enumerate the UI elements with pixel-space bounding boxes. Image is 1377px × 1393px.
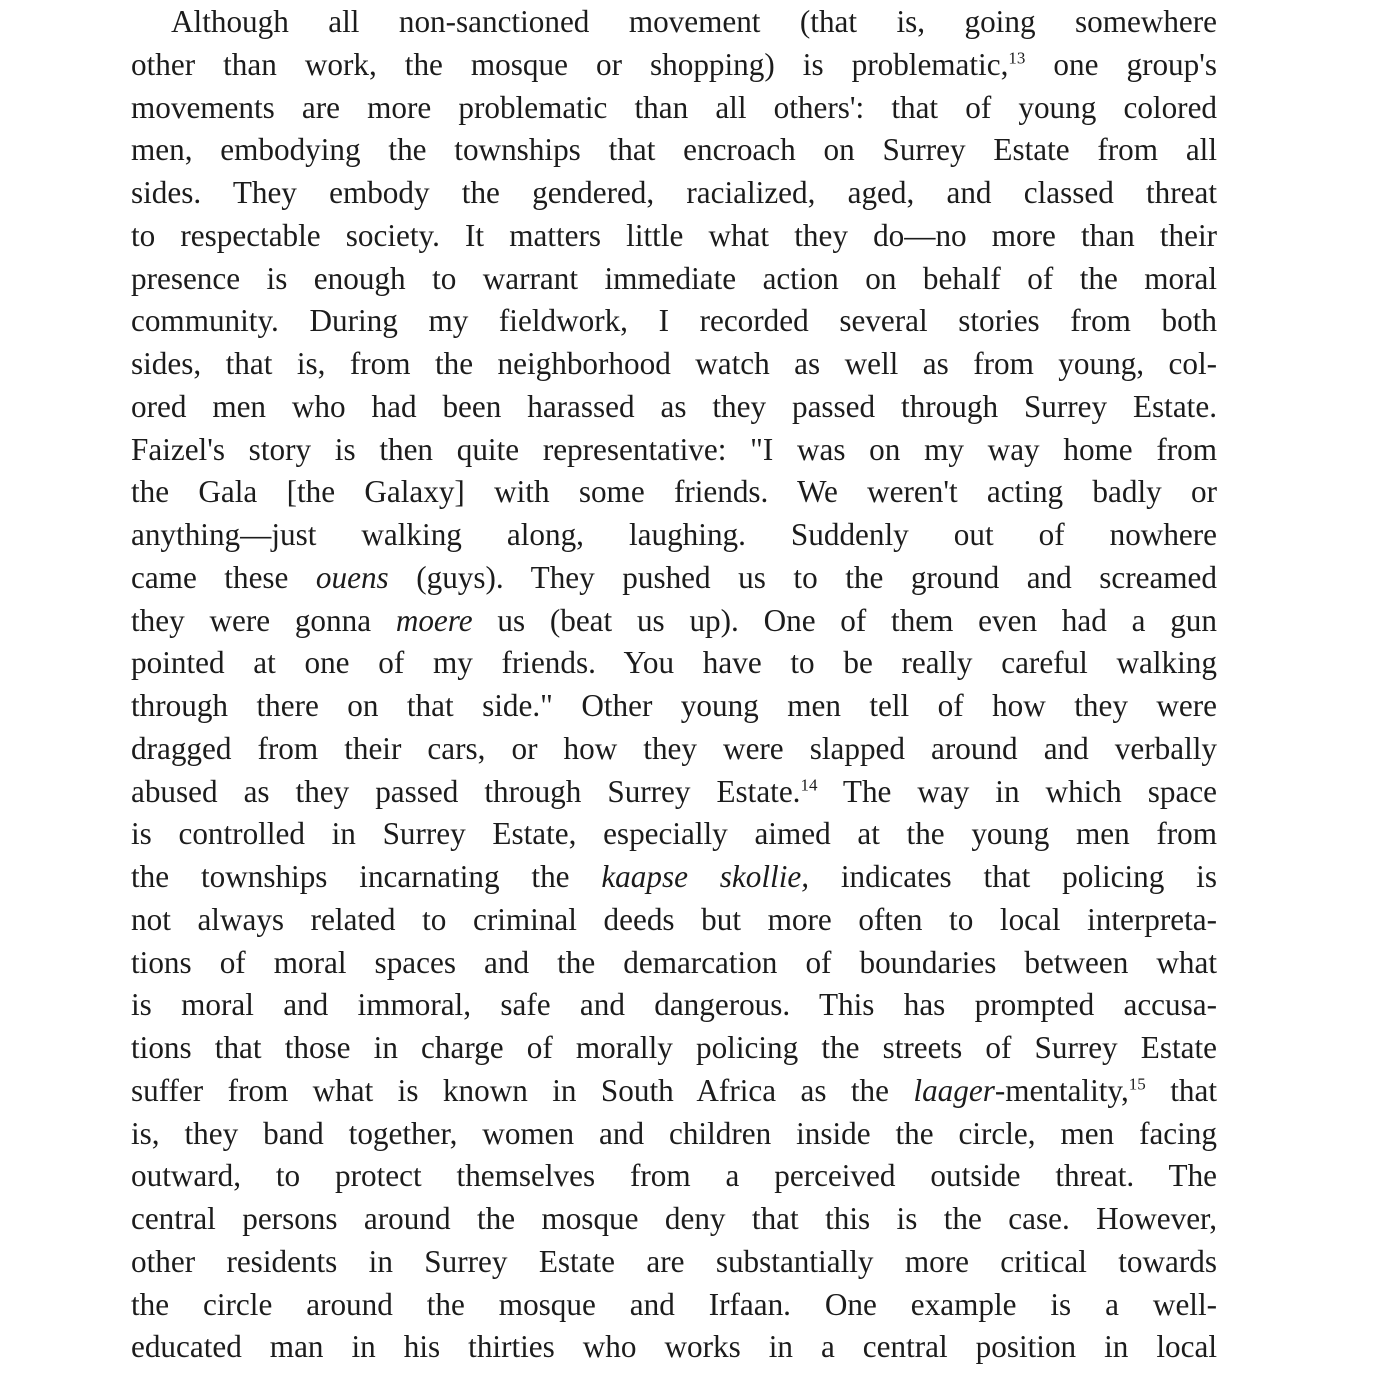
footnote-marker: 15 xyxy=(1128,1074,1146,1094)
text-line xyxy=(131,86,1217,129)
text-line xyxy=(171,0,1217,43)
text-run: presence is enough to warrant immediate action on behalf of the moral xyxy=(131,260,1217,296)
text-run: other than work, the mosque or shopping) is problematic, xyxy=(131,46,1009,82)
text-line xyxy=(131,727,1217,770)
text-line xyxy=(131,1112,1217,1155)
text-line xyxy=(131,983,1217,1026)
text-run: to respectable society. It matters little what they do—no more than their xyxy=(131,217,1217,253)
text-run: the townships incarnating the xyxy=(131,859,602,894)
text-line xyxy=(131,513,1217,556)
text-run: not always related to criminal deeds but more often to local interpreta- xyxy=(131,901,1217,937)
text-run: they were gonna xyxy=(131,602,396,638)
text-run: pointed at one of my friends. You have to be really careful walking xyxy=(131,645,1217,681)
text-run: anything—just walking along, laughing. Suddenly out of nowhere xyxy=(131,517,1217,552)
text-run: men, embodying the townships that encroach on Surrey Estate from all xyxy=(131,132,1217,168)
text-run: dragged from their cars, or how they were slapped around and verbally xyxy=(131,730,1217,766)
text-line xyxy=(131,428,1217,471)
text-run: sides. They embody the gendered, racialized, aged, and classed threat xyxy=(131,175,1217,210)
text-line xyxy=(131,556,1217,599)
text-run: sides, that is, from the neighborhood watch as well as from young, col- xyxy=(131,346,1217,381)
italic-term: laager xyxy=(913,1072,995,1108)
text-line xyxy=(131,812,1217,855)
footnote-marker: 13 xyxy=(1008,48,1026,68)
text-run: is moral and immoral, safe and dangerous. This has prompted accusa- xyxy=(131,987,1217,1023)
text-line xyxy=(131,342,1217,385)
text-line xyxy=(131,770,1217,813)
text-line xyxy=(131,299,1217,342)
text-line xyxy=(131,684,1217,727)
text-line xyxy=(131,470,1217,513)
text-run: that xyxy=(1145,1072,1217,1108)
text-run: is, they band together, women and children inside the circle, men facing xyxy=(131,1115,1217,1151)
text-line xyxy=(131,128,1217,171)
text-run: is controlled in Surrey Estate, especially aimed at the young men from xyxy=(131,816,1217,852)
text-run: through there on that side." Other young men tell of how they were xyxy=(131,688,1217,723)
text-run: came these xyxy=(131,559,316,595)
text-line xyxy=(131,1069,1217,1112)
text-run: other residents in Surrey Estate are substantially more critical towards xyxy=(131,1243,1217,1279)
footnote-marker: 14 xyxy=(800,775,818,795)
text-run: indicates that policing is xyxy=(809,859,1217,894)
text-run: abused as they passed through Surrey Estate. xyxy=(131,773,801,809)
text-line xyxy=(131,855,1217,898)
text-line xyxy=(131,898,1217,941)
text-line xyxy=(131,1026,1217,1069)
text-line xyxy=(131,641,1217,684)
text-line xyxy=(131,1154,1217,1197)
text-run: ored men who had been harassed as they passed through Surrey Estate. xyxy=(131,388,1217,424)
text-line xyxy=(131,1197,1217,1240)
italic-term: moere xyxy=(395,602,473,638)
text-line xyxy=(131,385,1217,428)
text-run: educated man in his thirties who works in a central position in local xyxy=(131,1329,1217,1365)
text-run: tions of moral spaces and the demarcation of boundaries between what xyxy=(131,944,1217,980)
text-line xyxy=(131,1283,1217,1326)
text-line xyxy=(131,1240,1217,1283)
text-run: the circle around the mosque and Irfaan. One example is a well- xyxy=(131,1286,1217,1322)
text-run: us (beat us up). One of them even had a gun xyxy=(472,602,1217,638)
text-run: Faizel's story is then quite representative: "I was on my way home from xyxy=(131,431,1217,467)
text-line xyxy=(131,257,1217,300)
italic-term: ouens xyxy=(315,559,389,595)
italic-term: kaapse skollie, xyxy=(601,859,809,894)
text-run: suffer from what is known in South Africa as the xyxy=(131,1072,914,1108)
text-line xyxy=(131,1325,1217,1368)
text-run: tions that those in charge of morally policing the streets of Surrey Estate xyxy=(131,1030,1217,1065)
text-run: movements are more problematic than all others': that of young colored xyxy=(131,89,1217,125)
text-run: -mentality, xyxy=(994,1072,1129,1108)
text-line xyxy=(131,214,1217,257)
text-run: Although all non-sanctioned movement (that is, going somewhere xyxy=(171,4,1217,39)
text-line xyxy=(131,43,1217,86)
text-run: outward, to protect themselves from a perceived outside threat. The xyxy=(131,1158,1217,1194)
text-line xyxy=(131,599,1217,642)
text-run: community. During my fieldwork, I recorded several stories from both xyxy=(131,303,1217,339)
text-line xyxy=(131,171,1217,214)
document-page xyxy=(131,0,1217,1393)
text-line xyxy=(131,941,1217,984)
text-run: one group's xyxy=(1025,46,1217,82)
text-run: The way in which space xyxy=(817,773,1217,809)
text-run: (guys). They pushed us to the ground and screamed xyxy=(388,559,1217,595)
text-run: the Gala [the Galaxy] with some friends. We weren't acting badly or xyxy=(131,474,1217,510)
text-run: central persons around the mosque deny that this is the case. However, xyxy=(131,1201,1217,1236)
